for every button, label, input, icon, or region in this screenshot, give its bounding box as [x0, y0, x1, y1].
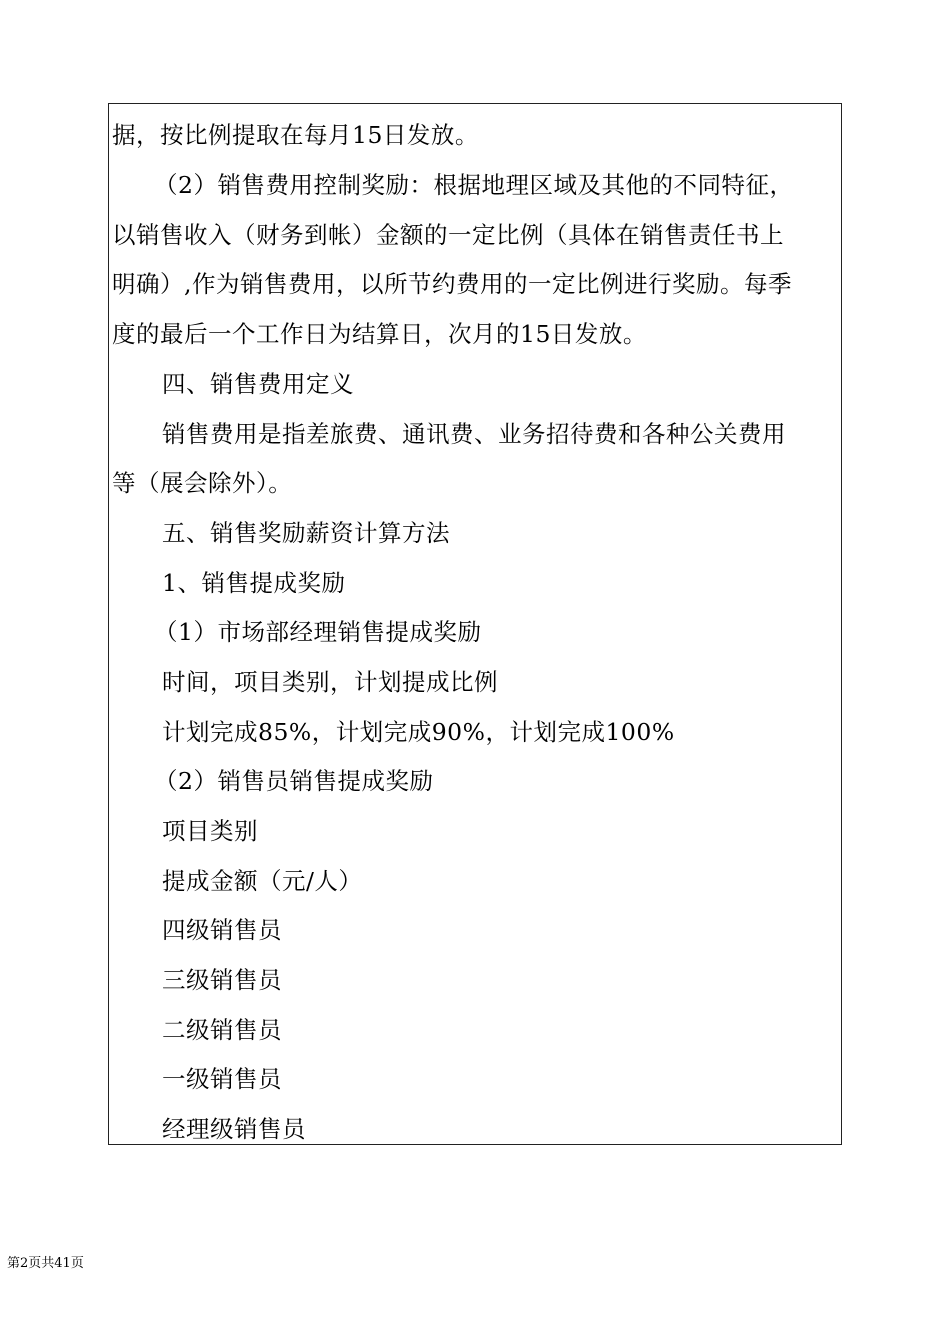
text-line: 时间，项目类别，计划提成比例 — [162, 668, 498, 696]
subsection-heading: （1）市场部经理销售提成奖励 — [154, 618, 482, 646]
text-line: 销售费用是指差旅费、通讯费、业务招待费和各种公关费用 — [162, 420, 786, 448]
subsection-heading: （2）销售员销售提成奖励 — [154, 767, 434, 795]
subsection-heading: 1、销售提成奖励 — [162, 569, 346, 597]
text-line: 一级销售员 — [162, 1065, 282, 1093]
text-line: 度的最后一个工作日为结算日，次月的15日发放。 — [112, 320, 647, 348]
text-line: （2）销售费用控制奖励：根据地理区域及其他的不同特征， — [154, 171, 794, 199]
text-line: 项目类别 — [162, 817, 258, 845]
text-line: 四级销售员 — [162, 916, 282, 944]
document-frame — [108, 103, 842, 1145]
page-number: 第2页共41页 — [7, 1256, 84, 1271]
text-line: 经理级销售员 — [162, 1115, 306, 1143]
section-heading: 四、销售费用定义 — [162, 370, 354, 398]
text-line: 二级销售员 — [162, 1016, 282, 1044]
text-line: 三级销售员 — [162, 966, 282, 994]
text-line: 等（展会除外）。 — [112, 469, 293, 497]
text-line: 提成金额（元/人） — [162, 867, 363, 895]
section-heading: 五、销售奖励薪资计算方法 — [162, 519, 450, 547]
text-line: 以销售收入（财务到帐）金额的一定比例（具体在销售责任书上 — [112, 221, 784, 249]
text-line: 据，按比例提取在每月15日发放。 — [112, 121, 479, 149]
text-line: 明确）,作为销售费用，以所节约费用的一定比例进行奖励。每季 — [112, 270, 792, 298]
text-line: 计划完成85%，计划完成90%，计划完成100% — [162, 718, 675, 746]
